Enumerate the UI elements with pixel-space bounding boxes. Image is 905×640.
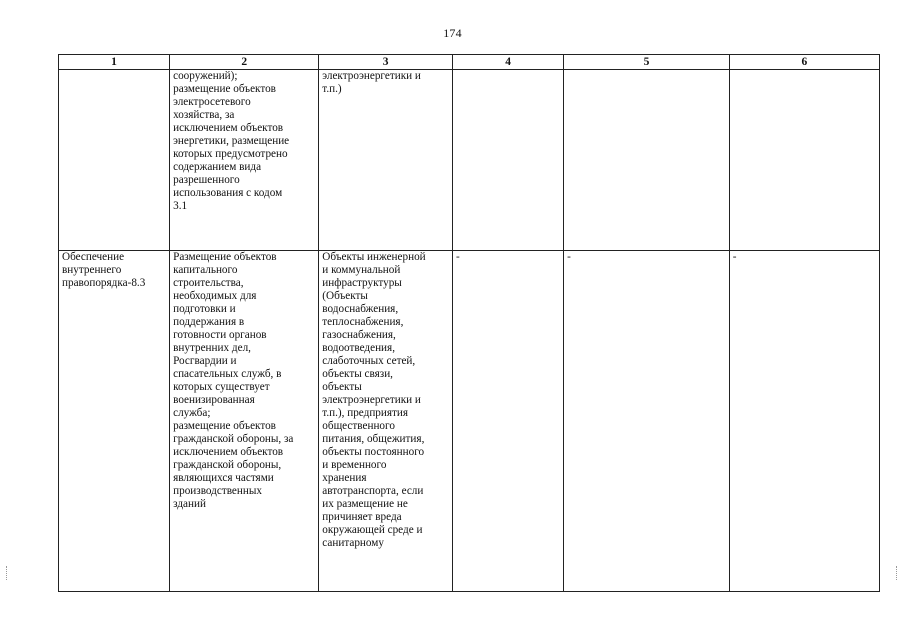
scan-margin-mark [6,566,8,580]
column-header-4: 4 [453,55,564,70]
table-cell [453,251,564,592]
table-cell [453,70,564,251]
regulations-table [58,54,880,592]
table-cell [170,251,319,592]
table-cell [564,251,730,592]
cell-text: - [456,251,460,263]
cell-text: Обеспечение внутреннего правопорядка-8.3 [62,251,146,289]
cell-text: - [567,251,571,263]
column-header-6: 6 [729,55,879,70]
column-header-5: 5 [564,55,730,70]
column-header-1: 1 [59,55,170,70]
column-header-3: 3 [319,55,453,70]
cell-text: Объекты инженерной и коммунальной инфраструктуры (Объекты водоснабжения, теплоснабжения, газоснабжения, водоотведения, слаботочных сетей, объекты связи, объекты электроэнергетики и т.п.), предприятия общественного питания, общежития, объекты постоянного и временного хранения автотранспорта, если их размещение не причиняет вреда окружающей среде и санитарному [322,251,426,549]
table-cell [729,70,879,251]
page-number: 174 [443,26,462,40]
table-row-internal-order [59,251,880,592]
table-cell [59,251,170,592]
table-cell [729,251,879,592]
cell-text: электроэнергетики и т.п.) [322,70,421,95]
column-header-2: 2 [170,55,319,70]
table-cell [319,70,453,251]
cell-text: - [732,251,737,263]
cell-text: Размещение объектов капитального строительства, необходимых для подготовки и поддержания в готовности органов внутренних дел, Росгвардии и спасательных служб, в которых существует военизированная служба; размещение объектов гражданской обороны, за исключением объектов гражданской обороны, являющихся частями производственных зданий [173,251,294,510]
cell-text: сооружений); размещение объектов электросетевого хозяйства, за исключением объектов энергетики, размещение которых предусмотрено содержанием вида разрешенного использования с кодом 3.1 [173,70,290,212]
table-cell [319,251,453,592]
header-row [59,55,880,70]
table-cell [59,70,170,251]
table-row-continuation [59,70,880,251]
table-cell [564,70,730,251]
table-cell [170,70,319,251]
scan-margin-mark [896,566,898,580]
